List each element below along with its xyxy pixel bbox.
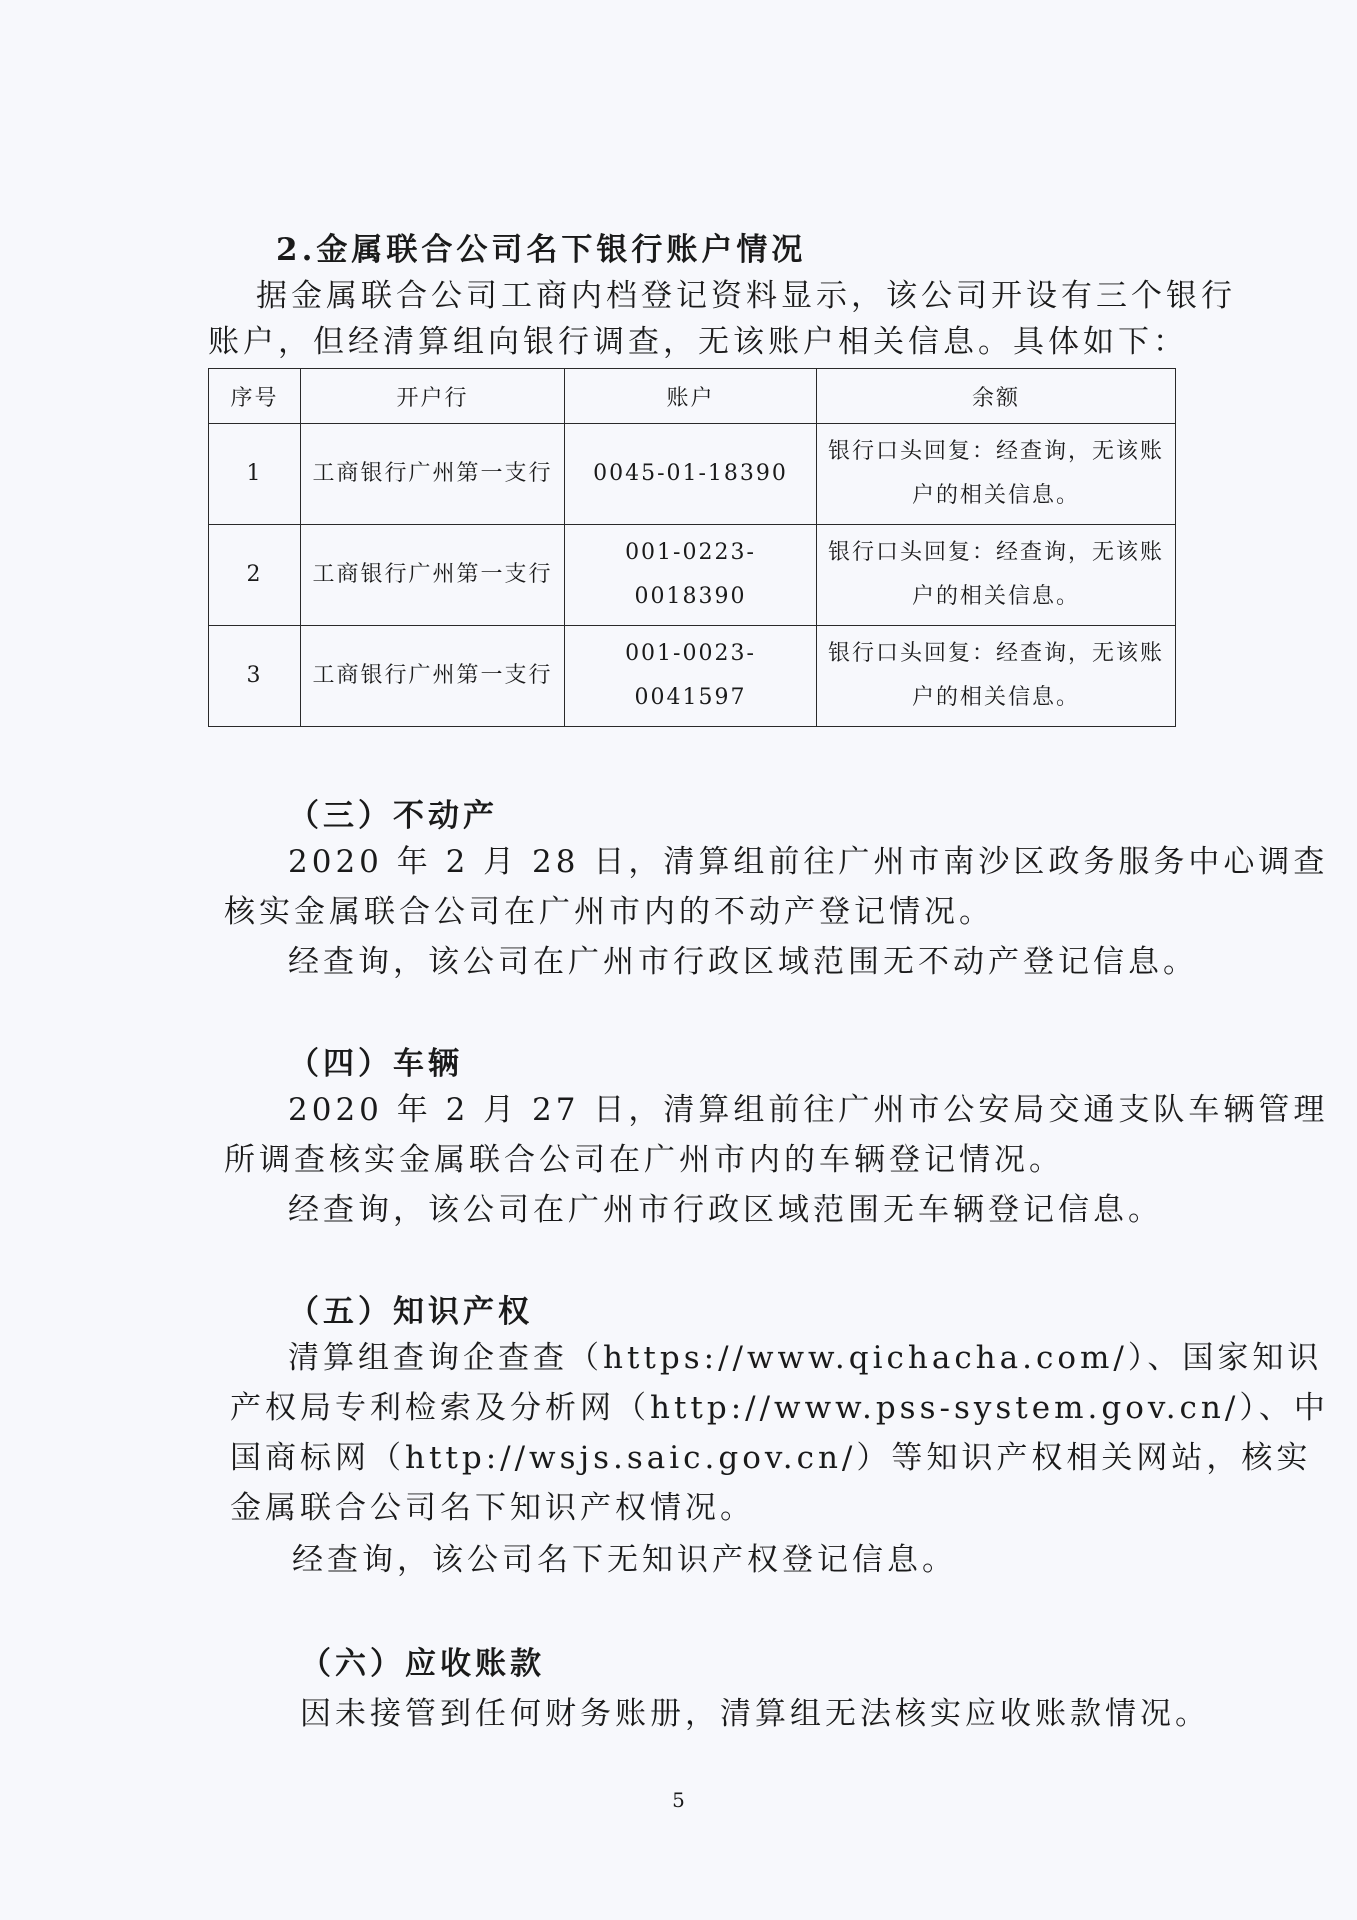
section-5-line-3: 国商标网（http://wsjs.saic.gov.cn/）等知识产权相关网站，核实 [230,1440,1312,1476]
cell-account: 001-0023-0041597 [565,626,817,727]
cell-serial: 2 [209,525,301,626]
section-5-line-5: 经查询，该公司名下无知识产权登记信息。 [292,1542,957,1578]
section-5-line-2: 产权局专利检索及分析网（http://www.pss-system.gov.cn/）、中 [230,1390,1329,1426]
cell-bank: 工商银行广州第一支行 [301,525,565,626]
header-balance: 余额 [817,369,1176,424]
section-4-line-2: 所调查核实金属联合公司在广州市内的车辆登记情况。 [224,1142,1064,1178]
cell-serial: 3 [209,626,301,727]
section-5-heading: （五）知识产权 [288,1294,533,1330]
header-serial: 序号 [209,369,301,424]
section-3-heading: （三）不动产 [288,798,498,834]
section-5-line-1: 清算组查询企查查（https://www.qichacha.com/）、国家知识 [288,1340,1323,1376]
section-3-line-2: 核实金属联合公司在广州市内的不动产登记情况。 [224,894,994,930]
table-row [209,424,1176,525]
header-bank: 开户行 [301,369,565,424]
header-account: 账户 [565,369,817,424]
cell-balance: 银行口头回复：经查询，无该账户的相关信息。 [817,525,1176,626]
table-row [209,626,1176,727]
section-4-line-3: 经查询，该公司在广州市行政区域范围无车辆登记信息。 [288,1192,1163,1228]
page-number: 5 [672,1788,685,1812]
section-4-heading: （四）车辆 [288,1046,463,1082]
section-3-line-1: 2020 年 2 月 28 日，清算组前往广州市南沙区政务服务中心调查 [288,844,1329,880]
cell-serial: 1 [209,424,301,525]
section-6-heading: （六）应收账款 [300,1646,545,1682]
section-2-para-line-1: 据金属联合公司工商内档登记资料显示，该公司开设有三个银行 [256,278,1236,314]
section-3-line-3: 经查询，该公司在广州市行政区域范围无不动产登记信息。 [288,944,1198,980]
table-row [209,525,1176,626]
section-2-heading: 2.金属联合公司名下银行账户情况 [276,232,807,268]
section-5-line-4: 金属联合公司名下知识产权情况。 [230,1490,755,1526]
table-header-row [209,369,1176,424]
cell-balance: 银行口头回复：经查询，无该账户的相关信息。 [817,424,1176,525]
cell-account: 001-0223-0018390 [565,525,817,626]
section-2-para-line-2: 账户，但经清算组向银行调查，无该账户相关信息。具体如下： [208,324,1188,360]
cell-bank: 工商银行广州第一支行 [301,626,565,727]
bank-accounts-table [208,368,1176,727]
cell-balance: 银行口头回复：经查询，无该账户的相关信息。 [817,626,1176,727]
section-6-line-1: 因未接管到任何财务账册，清算组无法核实应收账款情况。 [300,1696,1210,1732]
cell-bank: 工商银行广州第一支行 [301,424,565,525]
cell-account: 0045-01-18390 [565,424,817,525]
section-4-line-1: 2020 年 2 月 27 日，清算组前往广州市公安局交通支队车辆管理 [288,1092,1329,1128]
